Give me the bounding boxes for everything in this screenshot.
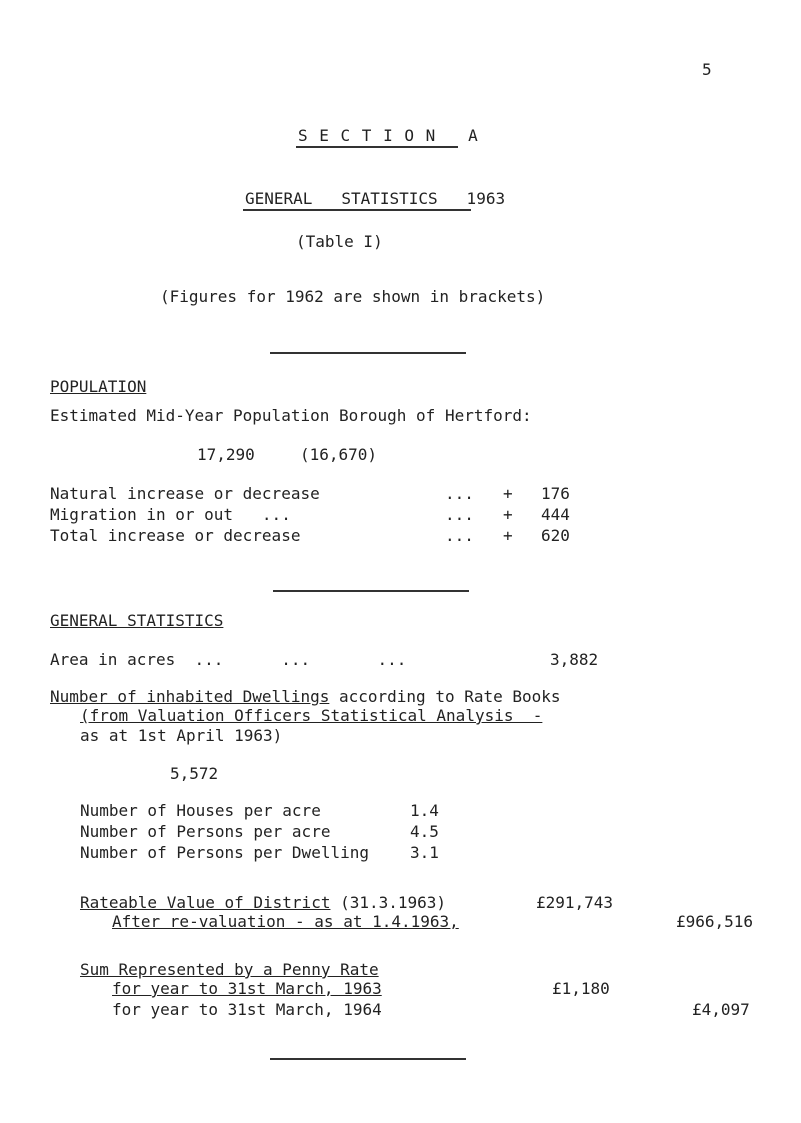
population-row-label: Total increase or decrease <box>50 526 301 545</box>
dwellings-heading-rest: according to Rate Books <box>329 687 561 706</box>
population-estimate-label: Estimated Mid-Year Population Borough of Hertford: <box>50 406 532 425</box>
rateable-line <box>80 893 446 912</box>
population-row-sign: + <box>503 484 513 503</box>
population-row-value: 444 <box>541 505 570 524</box>
population-row-label: Migration in or out ... <box>50 505 291 524</box>
density-label: Number of Houses per acre <box>80 801 321 820</box>
penny-rate-heading: Sum Represented by a Penny Rate <box>80 960 379 979</box>
population-row-dots: ... <box>445 505 474 524</box>
density-label: Number of Persons per Dwelling <box>80 843 369 862</box>
penny-rate-value: £1,180 <box>552 979 610 998</box>
area-value: 3,882 <box>550 650 599 669</box>
rateable-date: (31.3.1963) <box>330 893 447 912</box>
divider-3 <box>270 1058 466 1060</box>
population-row-dots: ... <box>445 484 474 503</box>
density-value: 4.5 <box>410 822 439 841</box>
population-estimate-value: 17,290 <box>197 445 255 464</box>
rateable-value: £291,743 <box>536 893 614 912</box>
general-heading: GENERAL STATISTICS <box>50 611 224 630</box>
bracket-note: (Figures for 1962 are shown in brackets) <box>160 287 546 306</box>
divider-1 <box>270 352 466 354</box>
dwellings-value: 5,572 <box>170 764 219 783</box>
population-row-dots: ... <box>445 526 474 545</box>
population-estimate-prev: (16,670) <box>300 445 378 464</box>
density-label: Number of Persons per acre <box>80 822 331 841</box>
population-row-sign: + <box>503 505 513 524</box>
section-title: S E C T I O N A <box>298 126 479 145</box>
main-heading-underline <box>243 209 471 211</box>
area-label: Area in acres ... ... ... <box>50 650 407 669</box>
population-row-value: 176 <box>541 484 570 503</box>
density-value: 3.1 <box>410 843 439 862</box>
divider-2 <box>273 590 469 592</box>
penny-rate-value: £4,097 <box>692 1000 750 1019</box>
rateable-label: Rateable Value of District <box>80 893 331 912</box>
penny-rate-label: for year to 31st March, 1963 <box>112 979 382 998</box>
section-title-underline <box>296 146 458 148</box>
population-row-value: 620 <box>541 526 570 545</box>
dwellings-line-1 <box>50 687 561 706</box>
revaluation-value: £966,516 <box>676 912 754 931</box>
dwellings-heading: Number of inhabited Dwellings <box>50 687 330 706</box>
table-label: (Table I) <box>296 232 383 251</box>
revaluation-label: After re-valuation - as at 1.4.1963, <box>112 912 459 931</box>
dwellings-line-3: as at 1st April 1963) <box>80 726 283 745</box>
density-value: 1.4 <box>410 801 439 820</box>
dwellings-line-2: (from Valuation Officers Statistical Analysis - <box>80 706 543 725</box>
population-heading: POPULATION <box>50 377 147 396</box>
penny-rate-label: for year to 31st March, 1964 <box>112 1000 382 1019</box>
population-row-label: Natural increase or decrease <box>50 484 320 503</box>
main-heading: GENERAL STATISTICS 1963 <box>245 189 506 208</box>
population-row-sign: + <box>503 526 513 545</box>
page-number: 5 <box>702 60 712 79</box>
